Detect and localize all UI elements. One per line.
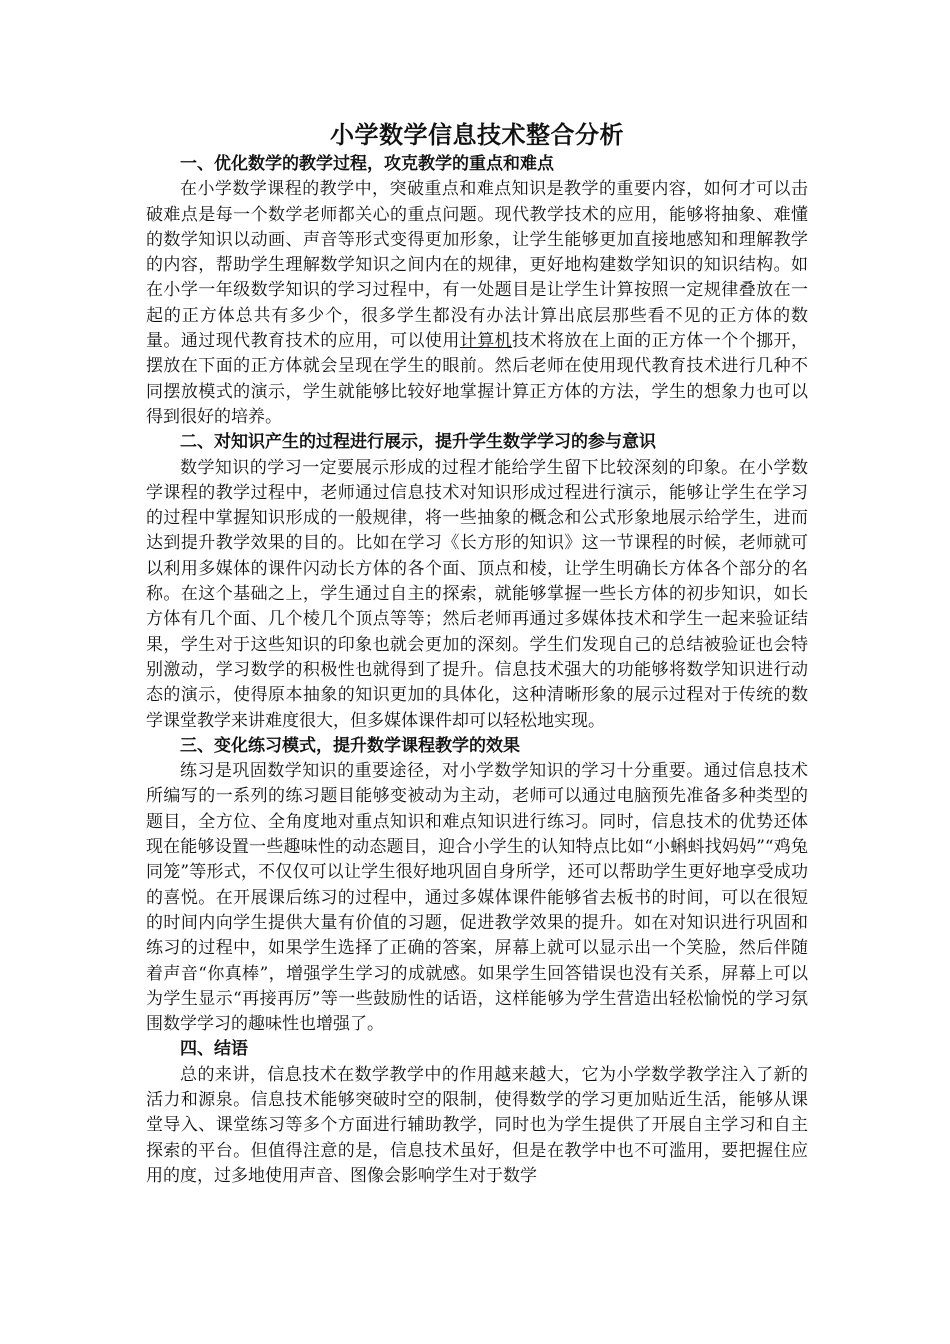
document-title: 小学数学信息技术整合分析 [330,120,624,149]
section-4-paragraph: 总的来讲，信息技术在数学教学中的作用越来越大，它为小学数学教学注入了新的活力和源泉。信息技术能够突破时空的限制，使得数学的学习更加贴近生活，能够从课堂导入、课堂练习等多个方面进行辅助教学，同时也为学生提供了开展自主学习和自主探索的平台。但值得注意的是，信息技术虽好，但是在教学中也不可滥用，要把握住应用的度，过多地使用声音、图像会影响学生对于数学 [146,1064,808,1186]
section-1-text-before-link: 在小学数学课程的教学中，突破重点和难点知识是教学的重要内容，如何才可以击破难点是每一个数学老师都关心的重点问题。现代教学技术的应用，能够将抽象、难懂的数学知识以动画、声音等形式变得更加形象，让学生能够更加直接地感知和理解教学的内容，帮助学生理解数学知识之间内在的规律，更好地构建数学知识的知识结构。如在小学一年级数学知识的学习过程中，有一处题目是让学生计算按照一定规律叠放在一起的正方体总共有多少个，很多学生都没有办法计算出底层那些看不见的正方体的数量。通过现代教育技术的应用，可以使用 [146,179,808,352]
document-page [146,118,808,1189]
section-1-text-after-link: 技术将放在上面的正方体一个个挪开，摆放在下面的正方体就会呈现在学生的眼前。然后老师在使用现代教育技术进行几种不同摆放模式的演示，学生就能够比较好地掌握计算正方体的方法，学生的想象力也可以得到很好的培养。 [146,331,809,427]
section-3-heading: 三、变化练习模式，提升数学课程教学的效果 [180,735,520,756]
section-2-paragraph: 数学知识的学习一定要展示形成的过程才能给学生留下比较深刻的印象。在小学数学课程的教学过程中，老师通过信息技术对知识形成过程进行演示，能够让学生在学习的过程中掌握知识形成的一般规律，将一些抽象的概念和公式形象地展示给学生，进而达到提升教学效果的目的。比如在学习《长方形的知识》这一节课程的时候，老师就可以利用多媒体的课件闪动长方体的各个面、顶点和棱，让学生明确长方体各个部分的名称。在这个基础之上，学生通过自主的探索，就能够掌握一些长方体的初步知识，如长方体有几个面、几个棱几个顶点等等；然后老师再通过多媒体技术和学生一起来验证结果，学生对于这些知识的印象也就会更加的深刻。学生们发现自己的总结被验证也会特别激动，学习数学的积极性也就得到了提升。信息技术强大的功能够将数学知识进行动态的演示，使得原本抽象的知识更加的具体化，这种清晰形象的展示过程对于传统的数学课堂教学来讲难度很大，但多媒体课件却可以轻松地实现。 [146,457,808,731]
section-1-heading: 一、优化数学的教学过程，攻克教学的重点和难点 [180,154,554,174]
section-2-heading: 二、对知识产生的过程进行展示，提升学生数学学习的参与意识 [180,432,656,453]
section-3-paragraph: 练习是巩固数学知识的重要途径，对小学数学知识的学习十分重要。通过信息技术所编写的一系列的练习题目能够变被动为主动，老师可以通过电脑预先准备多种类型的题目，全方位、全角度地对重点知识和难点知识进行练习。同时，信息技术的优势还体现在能够设置一些趣味性的动态题目，迎合小学生的认知特点比如“小蝌蚪找妈妈”“鸡兔同笼”等形式，不仅仅可以让学生很好地巩固自身所学，还可以帮助学生更好地享受成功的喜悦。在开展课后练习的过程中，通过多媒体课件能够省去板书的时间，可以在很短的时间内向学生提供大量有价值的习题，促进教学效果的提升。如在对知识进行巩固和练习的过程中，如果学生选择了正确的答案，屏幕上就可以显示出一个笑脸，然后伴随着声音“你真棒”，增强学生学习的成就感。如果学生回答错误也没有关系，屏幕上可以为学生显示“再接再厉”等一些鼓励性的话语，这样能够为学生营造出轻松愉悦的学习氛围数学学习的趣味性也增强了。 [146,761,808,1035]
section-4-heading: 四、结语 [180,1039,248,1060]
section-1-paragraph [146,177,808,430]
computer-link[interactable]: 计算机 [459,331,513,352]
